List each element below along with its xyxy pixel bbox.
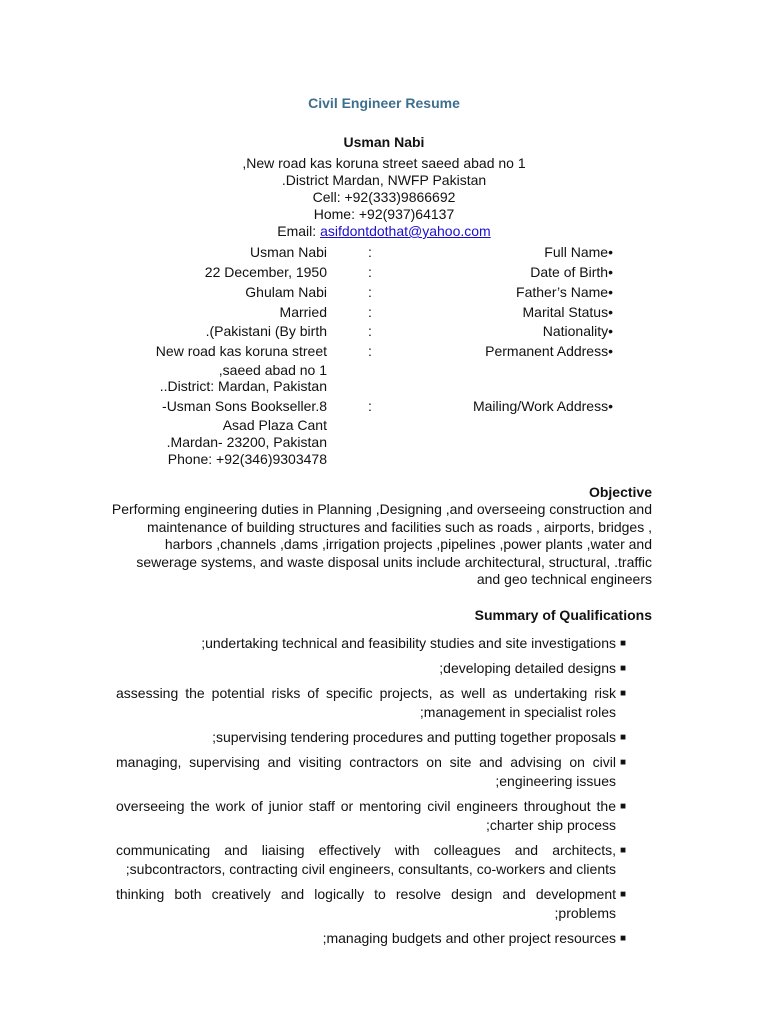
list-item: assessing the potential risks of specific projects, as well as undertaking risk ;management in specialist roles ■ bbox=[116, 685, 626, 720]
list-item: overseeing the work of junior staff or mentoring civil engineers throughout the ;charter ship process ■ bbox=[116, 798, 626, 833]
full-name-label: Full Name• bbox=[544, 244, 613, 260]
list-item: ;managing budgets and other project resources ■ bbox=[322, 930, 626, 946]
dob-label: Date of Birth• bbox=[530, 264, 613, 280]
mailing-address-line-3: .Mardan- 23200, Pakistan bbox=[166, 434, 327, 450]
separator: : bbox=[368, 244, 372, 260]
separator: : bbox=[368, 343, 372, 359]
list-item: ;undertaking technical and feasibility studies and site investigations ■ bbox=[201, 635, 626, 651]
bullet-icon: • bbox=[608, 304, 613, 320]
bullet-icon: • bbox=[608, 343, 613, 359]
qualifications-heading: Summary of Qualifications bbox=[474, 607, 652, 623]
list-item: managing, supervising and visiting contractors on site and advising on civil ;engineering issues ■ bbox=[116, 754, 626, 789]
mailing-phone: Phone: +92(346)9303478 bbox=[167, 451, 327, 467]
square-bullet-icon: ■ bbox=[619, 688, 626, 699]
list-item: thinking both creatively and logically to resolve design and development ;problems ■ bbox=[116, 886, 626, 921]
square-bullet-icon: ■ bbox=[619, 732, 626, 743]
square-bullet-icon: ■ bbox=[619, 889, 626, 900]
separator: : bbox=[368, 304, 372, 320]
document-title: Civil Engineer Resume bbox=[308, 95, 460, 111]
square-bullet-icon: ■ bbox=[619, 801, 626, 812]
separator: : bbox=[368, 398, 372, 414]
cell-phone: Cell: +92(333)9866692 bbox=[312, 189, 456, 205]
father-name-label: Father’s Name• bbox=[516, 284, 613, 300]
separator: : bbox=[368, 284, 372, 300]
mailing-address-line-1: -Usman Sons Bookseller.8 bbox=[162, 398, 327, 414]
marital-status-value: Married bbox=[279, 304, 327, 320]
mailing-address-line-2: Asad Plaza Cant bbox=[222, 417, 327, 433]
nationality-label: Nationality• bbox=[542, 323, 613, 339]
permanent-address-label: Permanent Address• bbox=[485, 343, 613, 359]
marital-status-label: Marital Status• bbox=[522, 304, 613, 320]
address-line-1: ,New road kas koruna street saeed abad no 1 bbox=[242, 155, 526, 171]
square-bullet-icon: ■ bbox=[619, 663, 626, 674]
address-line-2: .District Mardan, NWFP Pakistan bbox=[281, 172, 487, 188]
list-item: communicating and liaising effectively with colleagues and architects, ;subcontractors, contracting civil engineers, consultants, co-workers and clients ■ bbox=[116, 842, 626, 877]
email-label: Email: bbox=[277, 223, 321, 239]
bullet-icon: • bbox=[608, 284, 613, 300]
square-bullet-icon: ■ bbox=[619, 933, 626, 944]
separator: : bbox=[368, 323, 372, 339]
dob-value: 22 December, 1950 bbox=[204, 264, 327, 280]
square-bullet-icon: ■ bbox=[619, 638, 626, 649]
square-bullet-icon: ■ bbox=[619, 757, 626, 768]
full-name-value: Usman Nabi bbox=[249, 244, 327, 260]
list-item: ;developing detailed designs ■ bbox=[439, 660, 626, 676]
permanent-address-line-3: ..District: Mardan, Pakistan bbox=[159, 378, 327, 394]
personal-info-table bbox=[0, 0, 768, 480]
square-bullet-icon: ■ bbox=[619, 845, 626, 856]
objective-heading: Objective bbox=[588, 484, 652, 500]
applicant-name: Usman Nabi bbox=[343, 134, 425, 150]
objective-text: Performing engineering duties in Planning ,Designing ,and overseeing construction and maintenance of building structures and facilities such as roads , airports, bridges , harbors ,channels ,dams ,irrigation projects ,pipelines ,power plants ,water and sewerage systems, and waste disposal units include architectural, structural, .traffic and geo technical engineers bbox=[111, 501, 652, 587]
father-name-value: Ghulam Nabi bbox=[245, 284, 327, 300]
bullet-icon: • bbox=[608, 323, 613, 339]
bullet-icon: • bbox=[608, 244, 613, 260]
qualifications-list bbox=[116, 634, 626, 954]
nationality-value: .(Pakistani (By birth bbox=[205, 323, 327, 339]
mailing-address-label: Mailing/Work Address• bbox=[472, 398, 613, 414]
bullet-icon: • bbox=[608, 398, 613, 414]
list-item: ;supervising tendering procedures and putting together proposals ■ bbox=[212, 729, 626, 745]
bullet-icon: • bbox=[608, 264, 613, 280]
separator: : bbox=[368, 264, 372, 280]
permanent-address-line-1: New road kas koruna street bbox=[155, 343, 327, 359]
email-link[interactable]: asifdontdothat@yahoo.com bbox=[320, 223, 491, 239]
home-phone: Home: +92(937)64137 bbox=[313, 206, 455, 222]
permanent-address-line-2: ,saeed abad no 1 bbox=[218, 362, 327, 378]
